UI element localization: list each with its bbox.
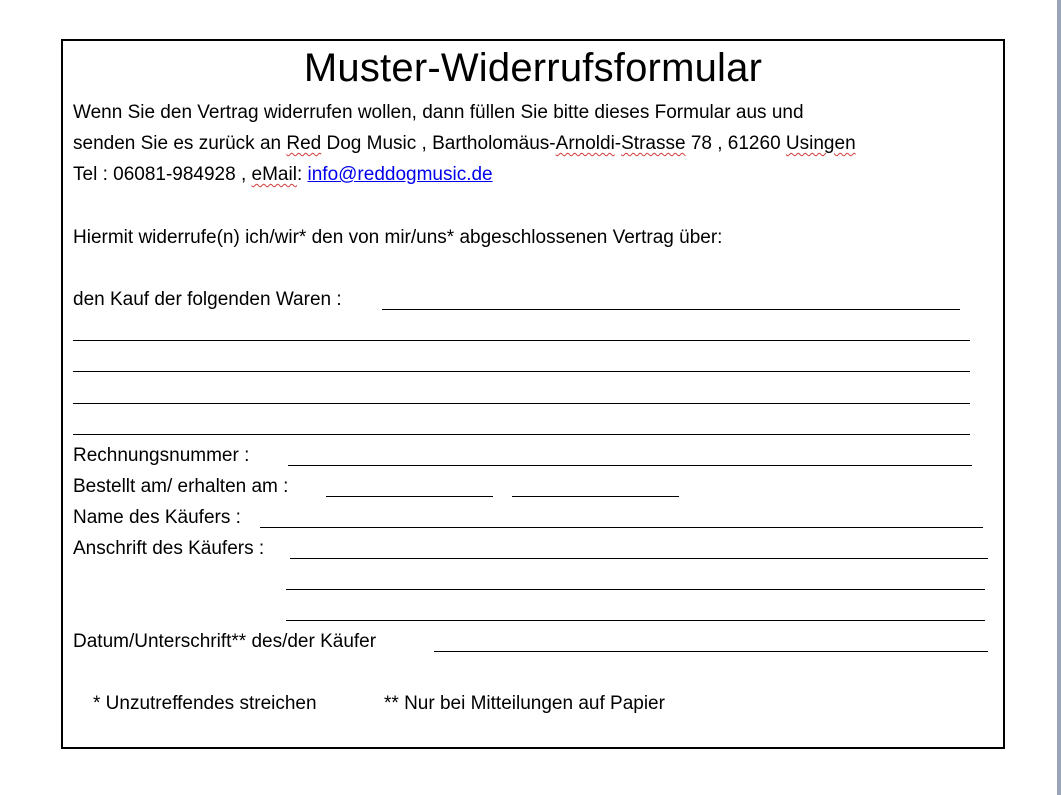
buyer-address-label	[73, 535, 264, 563]
form-frame	[61, 39, 1005, 749]
email-label: eMail	[251, 164, 297, 185]
title-text: Muster-Widerrufsformular	[303, 46, 763, 90]
footnote-paper-text: ** Nur bei Mitteilungen auf Papier	[384, 693, 665, 714]
goods-field-line-3[interactable]	[73, 371, 970, 372]
declaration-line	[73, 224, 722, 252]
goods-label-text: den Kauf der folgenden Waren :	[73, 289, 342, 310]
company-name-red: Red	[286, 133, 322, 154]
footnote-paper	[384, 690, 665, 718]
telephone-text: Tel : 06081-984928 ,	[73, 164, 252, 185]
intro-line-1-text: Wenn Sie den Vertrag widerrufen wollen, dann füllen Sie bitte dieses Formular aus und	[73, 102, 804, 123]
ordered-label	[73, 473, 288, 501]
email-link[interactable]: info@reddogmusic.de	[307, 164, 493, 185]
buyer-address-label-text: Anschrift des Käufers :	[73, 538, 265, 559]
city-name: Usingen	[785, 133, 856, 154]
buyer-name-field-line[interactable]	[260, 527, 983, 528]
buyer-address-field-line-2[interactable]	[286, 589, 985, 590]
ordered-label-text: Bestellt am/ erhalten am :	[73, 476, 289, 497]
declaration-text: Hiermit widerrufe(n) ich/wir* den von mir/uns* abgeschlossenen Vertrag über:	[73, 227, 723, 248]
company-name-rest: Dog Music , Bartholomäus-	[321, 133, 556, 154]
signature-label	[73, 628, 376, 656]
window-edge-bar	[1057, 0, 1061, 795]
address-rest: 78 , 61260	[685, 133, 786, 154]
buyer-name-label-text: Name des Käufers :	[73, 507, 241, 528]
buyer-address-field-line-3[interactable]	[286, 620, 985, 621]
buyer-name-label	[73, 504, 241, 532]
goods-field-line-4[interactable]	[73, 403, 970, 404]
goods-field-line-2[interactable]	[73, 340, 970, 341]
page-title	[63, 43, 1003, 93]
street-part-b: Strasse	[621, 133, 686, 154]
goods-field-line-5[interactable]	[73, 434, 970, 435]
street-hyphen: -	[614, 133, 622, 154]
intro-line-2-prefix: senden Sie es zurück an	[73, 133, 287, 154]
invoice-label	[73, 442, 249, 470]
received-date-field-line[interactable]	[512, 496, 679, 497]
footnote-strike	[93, 690, 317, 718]
buyer-address-field-line[interactable]	[290, 558, 988, 559]
goods-field-line[interactable]	[382, 309, 960, 310]
intro-line-2	[73, 130, 856, 158]
signature-label-text: Datum/Unterschrift** des/der Käufer	[73, 631, 377, 652]
intro-line-1	[73, 99, 804, 127]
signature-field-line[interactable]	[434, 651, 988, 652]
footnote-strike-text: * Unzutreffendes streichen	[93, 693, 317, 714]
goods-label	[73, 286, 342, 314]
invoice-field-line[interactable]	[288, 465, 972, 466]
invoice-label-text: Rechnungsnummer :	[73, 445, 250, 466]
street-part-a: Arnoldi	[555, 133, 615, 154]
contact-line	[73, 161, 493, 189]
ordered-date-field-line[interactable]	[326, 496, 493, 497]
email-separator: :	[296, 164, 308, 185]
